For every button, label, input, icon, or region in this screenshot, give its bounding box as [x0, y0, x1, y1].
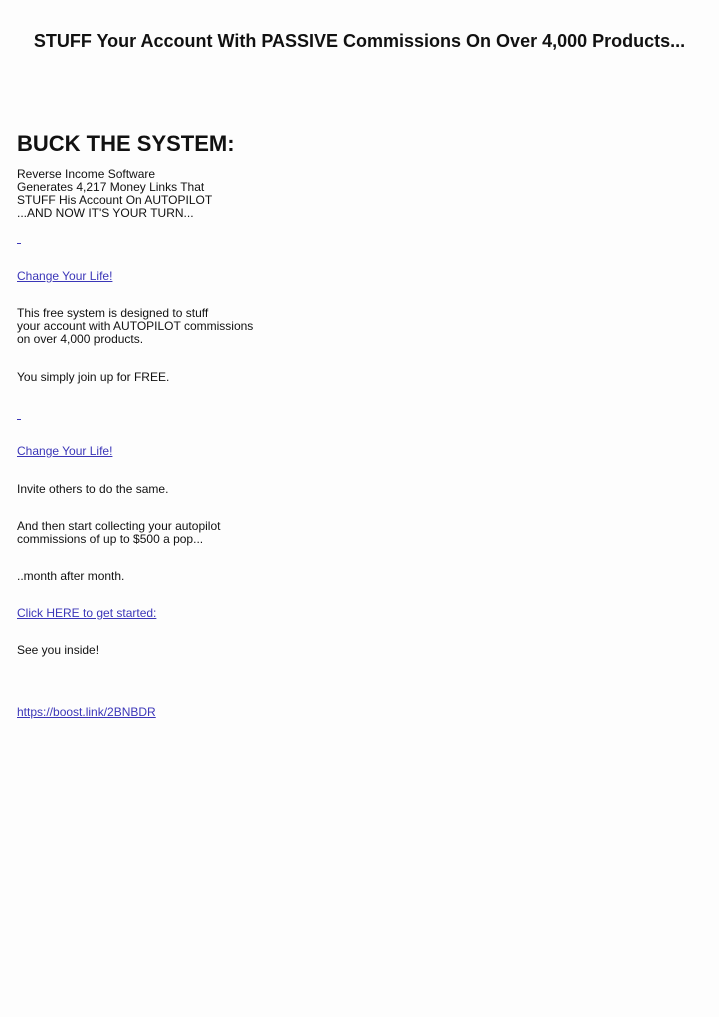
paragraph-join: [17, 371, 169, 384]
paragraph-see-you: [17, 644, 99, 657]
section-heading: BUCK THE SYSTEM:: [17, 131, 235, 156]
boost-url-link[interactable]: https://boost.link/2BNBDR: [17, 705, 156, 719]
paragraph-line: This free system is designed to stuff: [17, 306, 209, 320]
intro-line: Generates 4,217 Money Links That: [17, 180, 205, 194]
paragraph-line: ..month after month.: [17, 569, 125, 583]
paragraph-commissions: [17, 520, 220, 546]
paragraph-line: on over 4,000 products.: [17, 332, 144, 346]
paragraph-line: your account with AUTOPILOT commissions: [17, 319, 254, 333]
paragraph-invite: [17, 483, 168, 496]
change-your-life-link[interactable]: Change Your Life!: [17, 269, 113, 283]
intro-line: STUFF His Account On AUTOPILOT: [17, 193, 213, 207]
paragraph-line: You simply join up for FREE.: [17, 370, 170, 384]
intro-text: [17, 168, 212, 220]
paragraph-system: [17, 307, 253, 346]
paragraph-line: commissions of up to $500 a pop...: [17, 532, 204, 546]
paragraph-line: And then start collecting your autopilot: [17, 519, 221, 533]
intro-line: Reverse Income Software: [17, 167, 156, 181]
paragraph-line: Invite others to do the same.: [17, 482, 169, 496]
link-underline-mark[interactable]: [17, 419, 21, 420]
change-your-life-link-2[interactable]: Change Your Life!: [17, 444, 113, 458]
link-underline-mark[interactable]: [17, 243, 21, 244]
paragraph-line: See you inside!: [17, 643, 100, 657]
page-title: STUFF Your Account With PASSIVE Commissions On Over 4,000 Products...: [33, 31, 686, 51]
paragraph-monthly: [17, 570, 124, 583]
intro-line: ...AND NOW IT'S YOUR TURN...: [17, 206, 194, 220]
get-started-link[interactable]: Click HERE to get started:: [17, 606, 157, 620]
